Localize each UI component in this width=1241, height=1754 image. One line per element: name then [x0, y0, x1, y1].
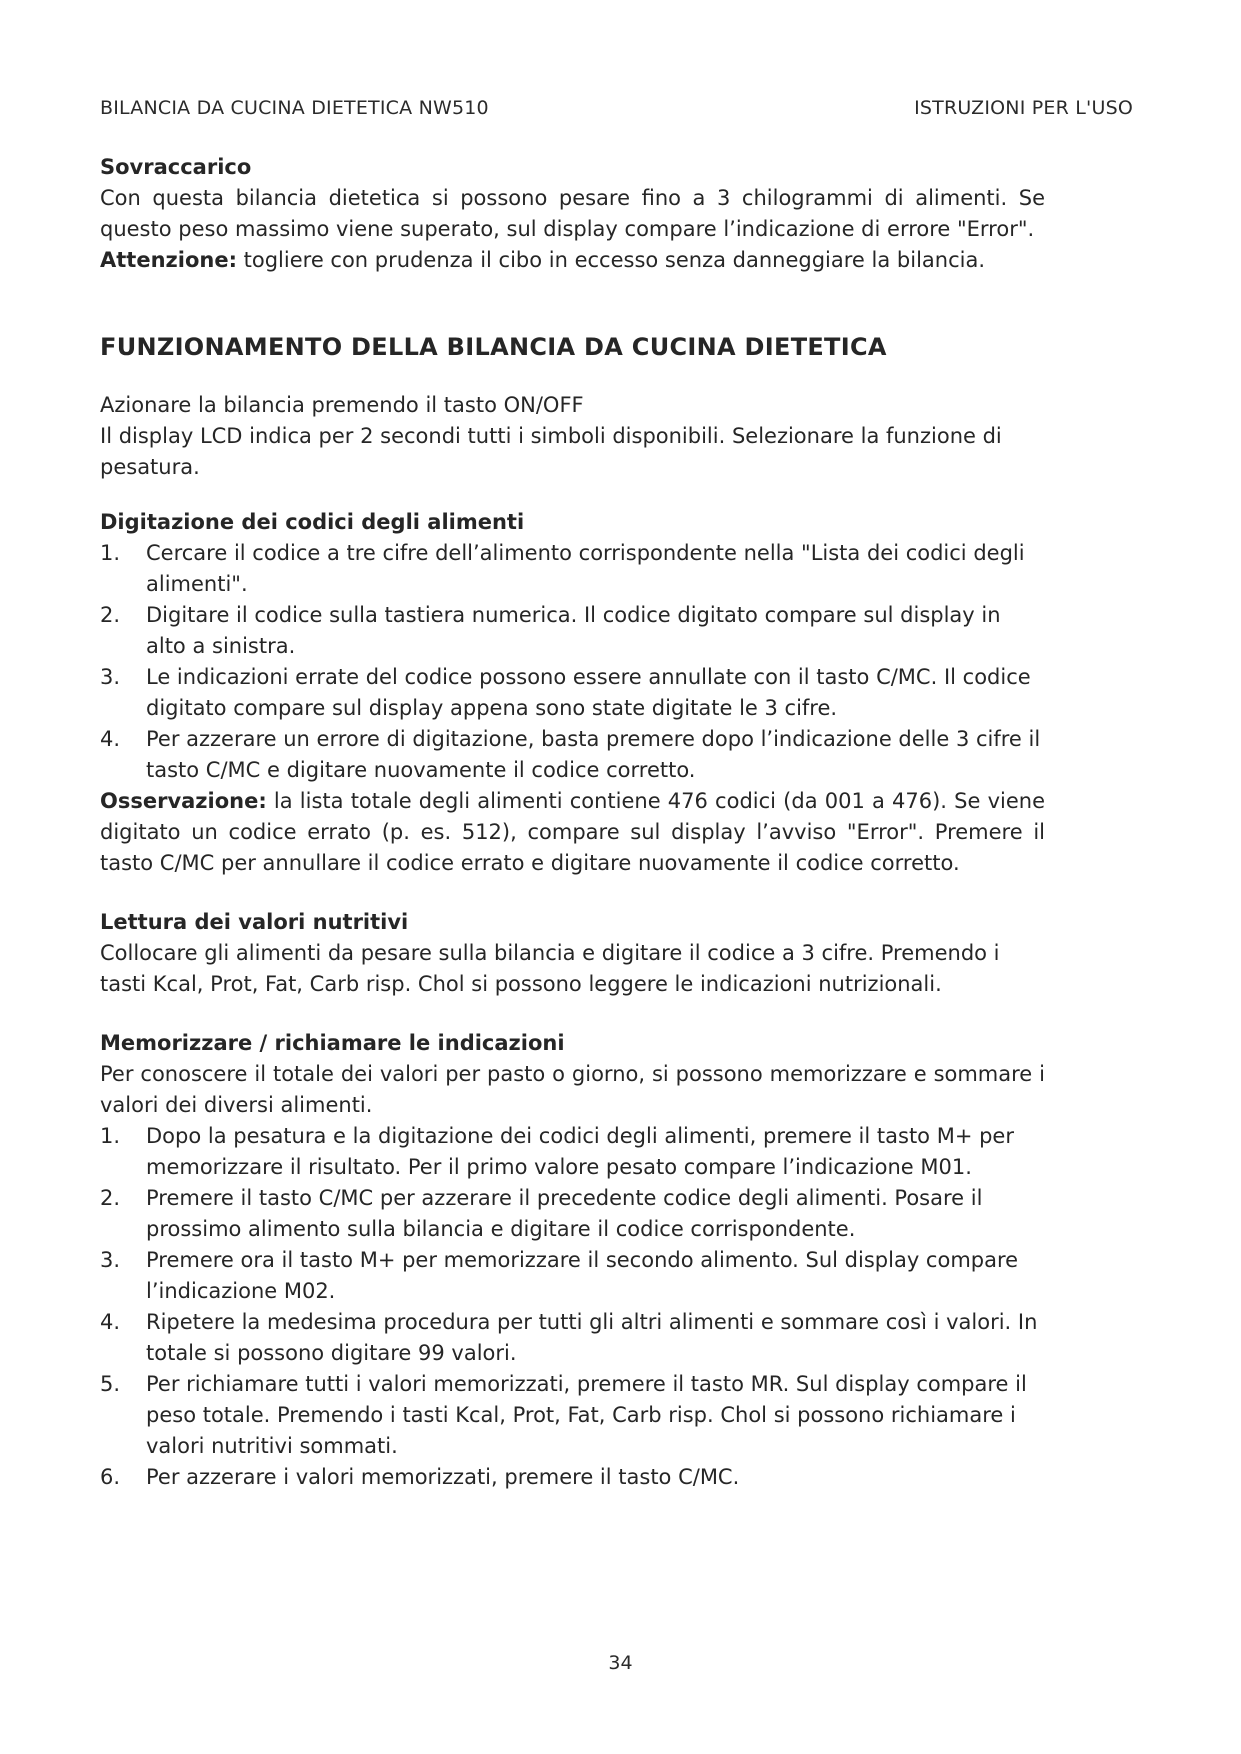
page-content: [100, 152, 1045, 1493]
header-title: BILANCIA DA CUCINA DIETETICA NW510: [100, 97, 489, 119]
section-funzionamento: [100, 332, 1045, 483]
list-number: 1.: [100, 541, 121, 565]
list-item: [100, 662, 1045, 724]
warning-paragraph: [100, 245, 1045, 276]
list-text: Per richiamare tutti i valori memorizzati, premere il tasto MR. Sul display compare il peso totale. Premendo i tasti Kcal, Prot, Fat, Carb risp. Chol si possono richiamare i valori nutritivi sommati.: [146, 1372, 1027, 1458]
main-heading: FUNZIONAMENTO DELLA BILANCIA DA CUCINA DIETETICA: [100, 333, 887, 361]
list-text: Premere ora il tasto M+ per memorizzare il secondo alimento. Sul display compare l’indicazione M02.: [146, 1248, 1019, 1303]
section-title-memorizzare: Memorizzare / richiamare le indicazioni: [100, 1031, 565, 1055]
funzionamento-line-1: Azionare la bilancia premendo il tasto ON/OFF: [100, 393, 584, 417]
note-label: Osservazione:: [100, 789, 267, 813]
list-number: 4.: [100, 1310, 121, 1334]
list-item: [100, 1245, 1045, 1307]
warning-label: Attenzione:: [100, 248, 237, 272]
list-item: [100, 1369, 1045, 1462]
section-title-sovraccarico: Sovraccarico: [100, 155, 252, 179]
list-item: [100, 1183, 1045, 1245]
section-lettura: [100, 907, 1045, 1000]
list-text: Dopo la pesatura e la digitazione dei codici degli alimenti, premere il tasto M+ per memorizzare il risultato. Per il primo valore pesato compare l’indicazione M01.: [146, 1124, 1014, 1179]
list-text: Premere il tasto C/MC per azzerare il precedente codice degli alimenti. Posare il prossimo alimento sulla bilancia e digitare il codice corrispondente.: [146, 1186, 983, 1241]
list-number: 5.: [100, 1372, 121, 1396]
list-item: [100, 724, 1045, 786]
section-digitazione: [100, 507, 1045, 879]
lettura-text: Collocare gli alimenti da pesare sulla bilancia e digitare il codice a 3 cifre. Premendo i tasti Kcal, Prot, Fat, Carb risp. Chol si possono leggere le indicazioni nutrizionali.: [100, 941, 1000, 996]
memorizzare-list: [100, 1121, 1045, 1493]
list-text: Per azzerare un errore di digitazione, basta premere dopo l’indicazione delle 3 cifre il tasto C/MC e digitare nuovamente il codice corretto.: [146, 727, 1041, 782]
list-item: [100, 1462, 1045, 1493]
note-text: la lista totale degli alimenti contiene 476 codici (da 001 a 476). Se viene digitato un codice errato (p. es. 512), compare sul display l’avviso "Error". Premere il tasto C/MC per annullare il codice errato e digitare nuovamente il codice corretto.: [100, 789, 1045, 875]
list-number: 1.: [100, 1124, 121, 1148]
list-number: 6.: [100, 1465, 121, 1489]
list-number: 3.: [100, 665, 121, 689]
list-text: Per azzerare i valori memorizzati, premere il tasto C/MC.: [146, 1465, 740, 1489]
list-text: Ripetere la medesima procedura per tutti gli altri alimenti e sommare così i valori. In totale si possono digitare 99 valori.: [146, 1310, 1038, 1365]
section-title-lettura: Lettura dei valori nutritivi: [100, 910, 409, 934]
list-number: 4.: [100, 727, 121, 751]
list-item: [100, 1307, 1045, 1369]
digitazione-list: [100, 538, 1045, 786]
memorizzare-intro: Per conoscere il totale dei valori per pasto o giorno, si possono memorizzare e sommare i valori dei diversi alimenti.: [100, 1062, 1045, 1117]
list-number: 2.: [100, 603, 121, 627]
list-number: 2.: [100, 1186, 121, 1210]
list-text: Digitare il codice sulla tastiera numerica. Il codice digitato compare sul display in alto a sinistra.: [146, 603, 1001, 658]
funzionamento-line-2: Il display LCD indica per 2 secondi tutti i simboli disponibili. Selezionare la funzione di pesatura.: [100, 424, 1002, 479]
list-number: 3.: [100, 1248, 121, 1272]
list-text: Le indicazioni errate del codice possono essere annullate con il tasto C/MC. Il codice digitato compare sul display appena sono state digitate le 3 cifre.: [146, 665, 1031, 720]
section-memorizzare: [100, 1028, 1045, 1493]
warning-text: togliere con prudenza il cibo in eccesso senza danneggiare la bilancia.: [236, 248, 986, 272]
header-subtitle: ISTRUZIONI PER L'USO: [914, 97, 1133, 119]
section-title-digitazione: Digitazione dei codici degli alimenti: [100, 510, 525, 534]
list-item: [100, 538, 1045, 600]
list-item: [100, 600, 1045, 662]
sovraccarico-text: Con questa bilancia dietetica si possono pesare fino a 3 chilogrammi di alimenti. Se questo peso massimo viene superato, sul display compare l’indicazione di errore "Error".: [100, 186, 1045, 241]
note-paragraph: [100, 786, 1045, 879]
list-text: Cercare il codice a tre cifre dell’alimento corrispondente nella "Lista dei codici degli alimenti".: [146, 541, 1025, 596]
list-item: [100, 1121, 1045, 1183]
section-sovraccarico: [100, 152, 1045, 276]
page-number: 34: [608, 1652, 633, 1674]
